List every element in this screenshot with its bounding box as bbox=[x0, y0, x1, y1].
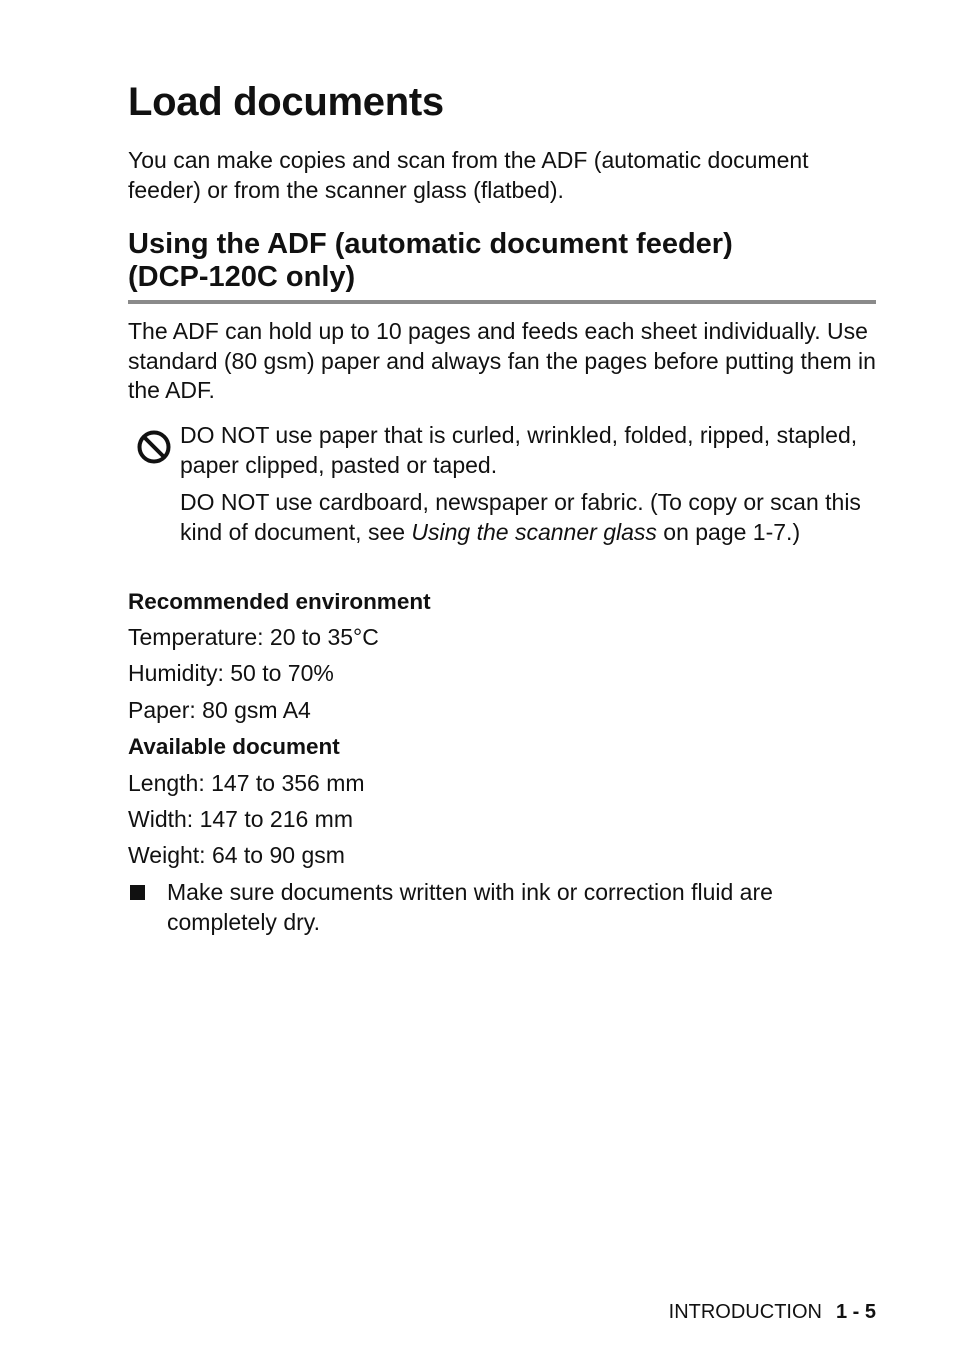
warning-paragraph-2-text: DO NOT use cardboard, newspaper or fabric. (To copy or scan this kind of document, see bbox=[180, 489, 861, 545]
document-width: Width: 147 to 216 mm bbox=[128, 806, 353, 832]
document-length: Length: 147 to 356 mm bbox=[128, 770, 365, 796]
document-page bbox=[128, 0, 876, 1352]
bullet-text: Make sure documents written with ink or correction fluid are completely dry. bbox=[167, 879, 773, 935]
adf-description: The ADF can hold up to 10 pages and feeds each sheet individually. Use standard (80 gsm) paper and always fan the pages before putting them in the ADF. bbox=[128, 318, 876, 403]
scanner-glass-reference: Using the scanner glass bbox=[411, 518, 657, 545]
page-title: Load documents bbox=[128, 80, 444, 124]
warning-paragraph-2 bbox=[180, 488, 876, 547]
footer-section-label: INTRODUCTION bbox=[668, 1301, 822, 1323]
environment-humidity: Humidity: 50 to 70% bbox=[128, 660, 334, 686]
warning-text bbox=[180, 421, 876, 555]
document-weight: Weight: 64 to 90 gsm bbox=[128, 842, 345, 868]
intro-paragraph: You can make copies and scan from the ADF (automatic document feeder) or from the scanner glass (flatbed). bbox=[128, 147, 809, 203]
section-heading-line2: (DCP-120C only) bbox=[128, 261, 356, 293]
section-heading-line1: Using the ADF (automatic document feeder) bbox=[128, 228, 733, 260]
section-heading bbox=[128, 228, 876, 304]
document-heading: Available document bbox=[128, 734, 340, 759]
square-bullet-icon bbox=[130, 885, 145, 900]
environment-temperature: Temperature: 20 to 35°C bbox=[128, 624, 379, 650]
page-number: 1 - 5 bbox=[835, 1301, 876, 1323]
page-footer bbox=[669, 1300, 876, 1324]
environment-paper: Paper: 80 gsm A4 bbox=[128, 697, 311, 723]
warning-paragraph-1: DO NOT use paper that is curled, wrinkled, folded, ripped, stapled, paper clipped, pasted or taped. bbox=[180, 422, 858, 478]
environment-heading: Recommended environment bbox=[128, 589, 431, 614]
prohibited-icon bbox=[136, 429, 172, 465]
warning-paragraph-2-tail: on page 1-7.) bbox=[656, 518, 801, 545]
